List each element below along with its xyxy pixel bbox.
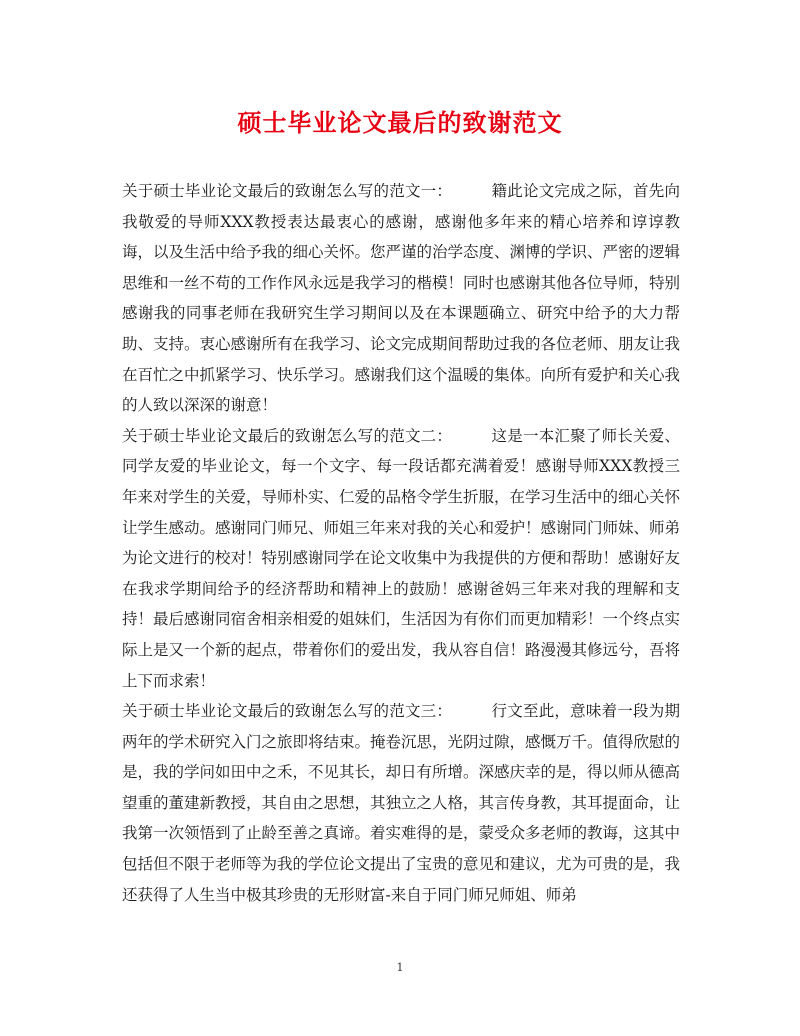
- section-1-text: 籍此论文完成之际，首先向我敬爱的导师XXX教授表达最衷心的感谢，感谢他多年来的精心培养和谆谆教诲，以及生活中给予我的细心关怀。您严谨的治学态度、渊博的学识、严密的逻辑思维和一丝不苟的工作作风永远是我学习的楷模！同时也感谢其他各位导师，特别感谢我的同事老师在我研究生学习期间以及在本课题确立、研究中给予的大力帮助、支持。衷心感谢所有在我学习、论文完成期间帮助过我的各位老师、朋友让我在百忙之中抓紧学习、快乐学习。感谢我们这个温暖的集体。向所有爱护和关心我的人致以深深的谢意！: [122, 182, 681, 415]
- section-3-heading: 关于硕士毕业论文最后的致谢怎么写的范文三：: [122, 702, 445, 721]
- section-2-heading: 关于硕士毕业论文最后的致谢怎么写的范文二：: [122, 426, 445, 445]
- document-title: 硕士毕业论文最后的致谢范文: [237, 108, 563, 137]
- document-body: [122, 176, 680, 910]
- section-3: [122, 696, 680, 910]
- section-2: [122, 421, 680, 696]
- section-1: [122, 176, 680, 421]
- section-2-text: 这是一本汇聚了师长关爱、同学友爱的毕业论文，每一个文字、每一段话都充满着爱！感谢导师XXX教授三年来对学生的关爱，导师朴实、仁爱的品格令学生折服，在学习生活中的细心关怀让学生感动。感谢同门师兄、师姐三年来对我的关心和爱护！感谢同门师妹、师弟为论文进行的校对！特别感谢同学在论文收集中为我提供的方便和帮助！感谢好友在我求学期间给予的经济帮助和精神上的鼓励！感谢爸妈三年来对我的理解和支持！最后感谢同宿舍相亲相爱的姐妹们，生活因为有你们而更加精彩！一个终点实际上是又一个新的起点，带着你们的爱出发，我从容自信！路漫漫其修远兮，吾将上下而求索！: [122, 426, 681, 690]
- page-number: 1: [396, 961, 404, 974]
- section-1-heading: 关于硕士毕业论文最后的致谢怎么写的范文一：: [122, 182, 445, 200]
- section-3-text: 行文至此，意味着一段为期两年的学术研究入门之旅即将结束。掩卷沉思，光阴过隙，感慨万千。值得欣慰的是，我的学问如田中之禾，不见其长，却日有所增。深感庆幸的是，得以师从德高望重的董建新教授，其自由之思想，其独立之人格，其言传身教，其耳提面命，让我第一次领悟到了止龄至善之真谛。着实难得的是，蒙受众多老师的教诲，这其中包括但不限于老师等为我的学位论文提出了宝贵的意见和建议，尤为可贵的是，我还获得了人生当中极其珍贵的无形财富-来自于同门师兄师姐、师弟: [122, 702, 681, 904]
